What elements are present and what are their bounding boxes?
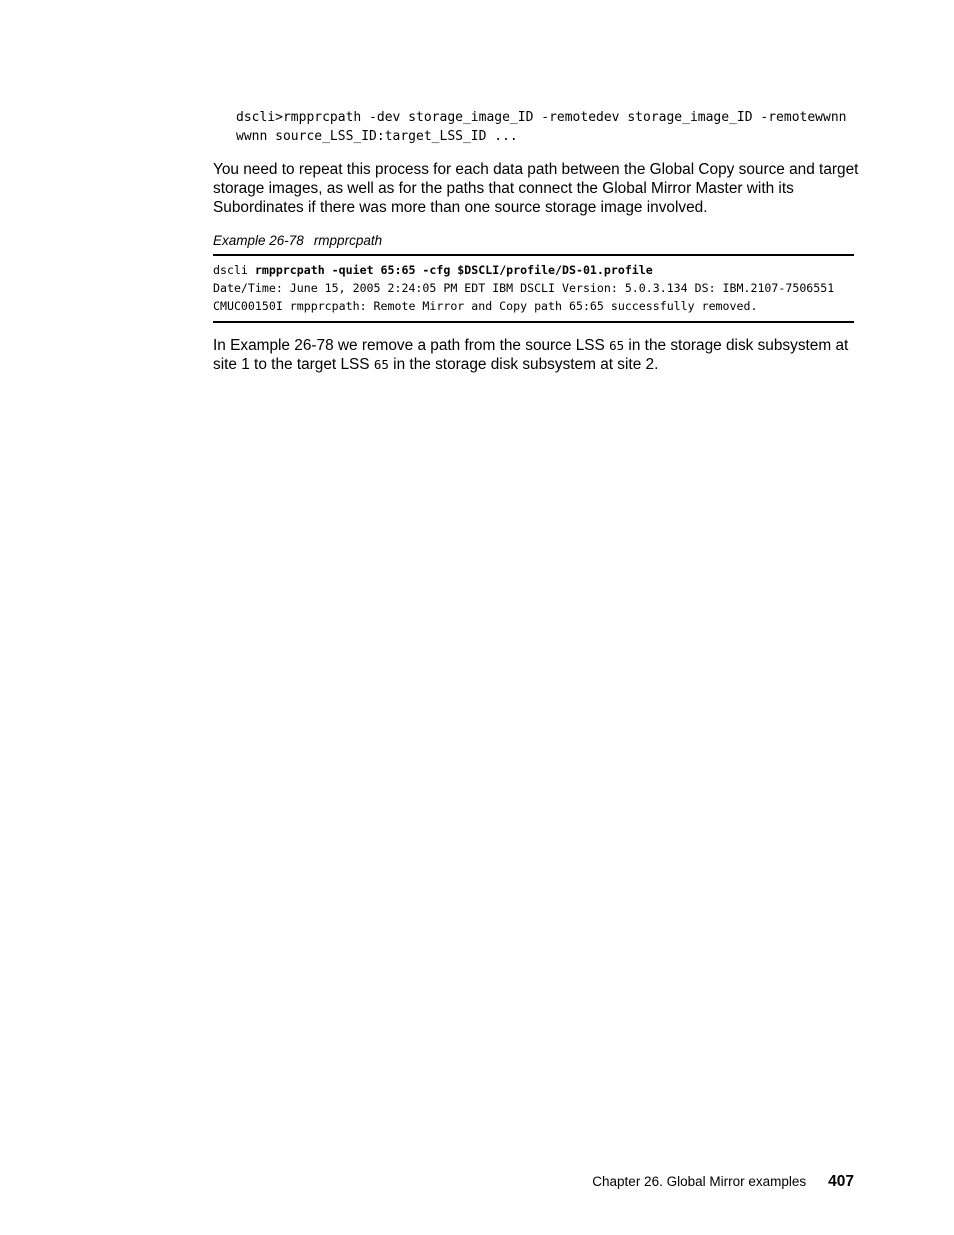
example-label: Example 26-78 xyxy=(213,233,304,248)
paragraph-text: In Example 26-78 we remove a path from the source LSS xyxy=(213,337,610,354)
example-command-line xyxy=(213,261,854,279)
command-syntax-block xyxy=(236,108,876,146)
inline-code-lss-source: 65 xyxy=(609,338,625,353)
example-output-line-1: Date/Time: June 15, 2005 2:24:05 PM EDT IBM DSCLI Version: 5.0.3.134 DS: IBM.2107-7506551 xyxy=(213,281,835,295)
page-footer xyxy=(592,1172,854,1192)
example-command: rmpprcpath -quiet 65:65 -cfg $DSCLI/profile/DS-01.profile xyxy=(254,263,653,277)
example-prompt: dscli xyxy=(213,263,255,277)
example-output-line-2: CMUC00150I rmpprcpath: Remote Mirror and Copy path 65:65 successfully removed. xyxy=(213,299,758,313)
example-code-box xyxy=(213,254,854,323)
paragraph-text: in the storage disk subsystem at site 2. xyxy=(388,356,659,373)
paragraph-text: in the storage disk subsystem at site 1 to the target LSS xyxy=(213,337,849,373)
example-caption xyxy=(213,233,382,249)
footer-chapter-title: Chapter 26. Global Mirror examples xyxy=(592,1174,807,1189)
page-number: 407 xyxy=(828,1173,854,1190)
body-paragraph-example-explanation xyxy=(213,336,863,374)
example-title: rmpprcpath xyxy=(313,233,383,248)
syntax-line-1: dscli>rmpprcpath -dev storage_image_ID -remotedev storage_image_ID -remotewwnn xyxy=(236,110,847,125)
syntax-line-2: wwnn source_LSS_ID:target_LSS_ID ... xyxy=(236,129,518,144)
inline-code-lss-target: 65 xyxy=(373,357,389,372)
body-paragraph-repeat-process: You need to repeat this process for each data path between the Global Copy source and target storage images, as well as for the paths that connect the Global Mirror Master with its Subordinates if there was more than one source storage image involved. xyxy=(213,161,859,216)
